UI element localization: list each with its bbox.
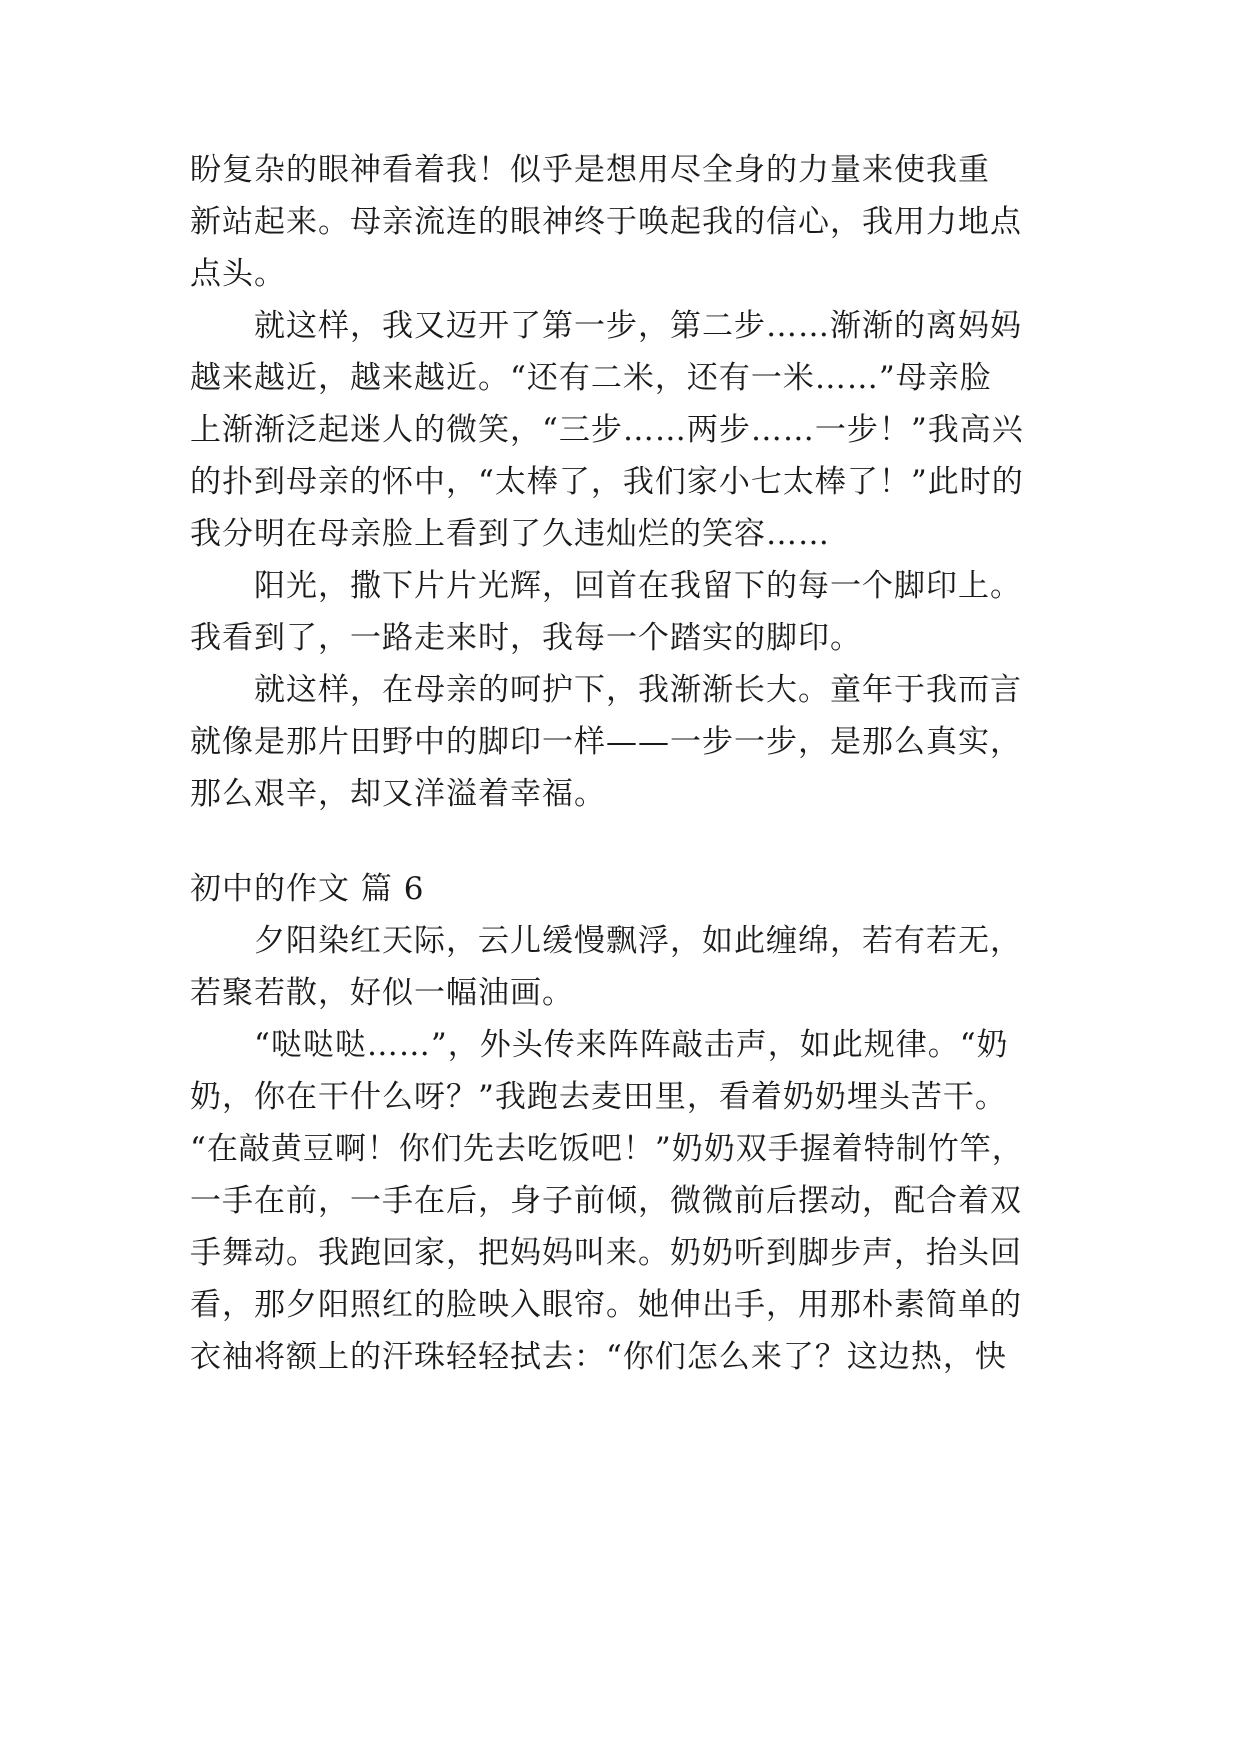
text-line: 就像是那片田野中的脚印一样——一步一步，是那么真实， [190,724,1022,760]
text-line: 点头。 [190,256,286,292]
text-line: 就这样，我又迈开了第一步，第二步……渐渐的离妈妈 [254,308,1022,344]
text-line: 阳光，撒下片片光辉，回首在我留下的每一个脚印上。 [254,568,1022,604]
text-line: 衣袖将额上的汗珠轻轻拭去：“你们怎么来了？这边热，快 [190,1339,1007,1375]
text-line: 奶，你在干什么呀？”我跑去麦田里，看着奶奶埋头苦干。 [190,1079,1007,1115]
text-line: 我分明在母亲脸上看到了久违灿烂的笑容…… [190,516,830,552]
text-line: 盼复杂的眼神看着我！似乎是想用尽全身的力量来使我重 [190,152,990,188]
text-line: 看，那夕阳照红的脸映入眼帘。她伸出手，用那朴素简单的 [190,1287,1022,1323]
text-line: 夕阳染红天际，云儿缓慢飘浮，如此缠绵，若有若无， [254,923,1022,959]
section-heading: 初中的作文 篇 6 [190,871,425,907]
text-line: 那么艰辛，却又洋溢着幸福。 [190,776,606,812]
text-line: 新站起来。母亲流连的眼神终于唤起我的信心，我用力地点 [190,204,1022,240]
text-line: 的扑到母亲的怀中，“太棒了，我们家小七太棒了！”此时的 [190,464,1024,500]
text-line: “哒哒哒……”，外头传来阵阵敲击声，如此规律。“奶 [254,1027,1009,1063]
text-line: 一手在前，一手在后，身子前倾，微微前后摆动，配合着双 [190,1183,1022,1219]
text-line: 越来越近，越来越近。“还有二米，还有一米……”母亲脸 [190,360,992,396]
text-line: 就这样，在母亲的呵护下，我渐渐长大。童年于我而言 [254,672,1022,708]
text-line: 我看到了，一路走来时，我每一个踏实的脚印。 [190,620,862,656]
text-line: “在敲黄豆啊！你们先去吃饭吧！”奶奶双手握着特制竹竿， [190,1131,1024,1167]
text-line: 上渐渐泛起迷人的微笑，“三步……两步……一步！”我高兴 [190,412,1024,448]
text-line: 若聚若散，好似一幅油画。 [190,975,574,1011]
text-line: 手舞动。我跑回家，把妈妈叫来。奶奶听到脚步声，抬头回 [190,1235,1022,1271]
